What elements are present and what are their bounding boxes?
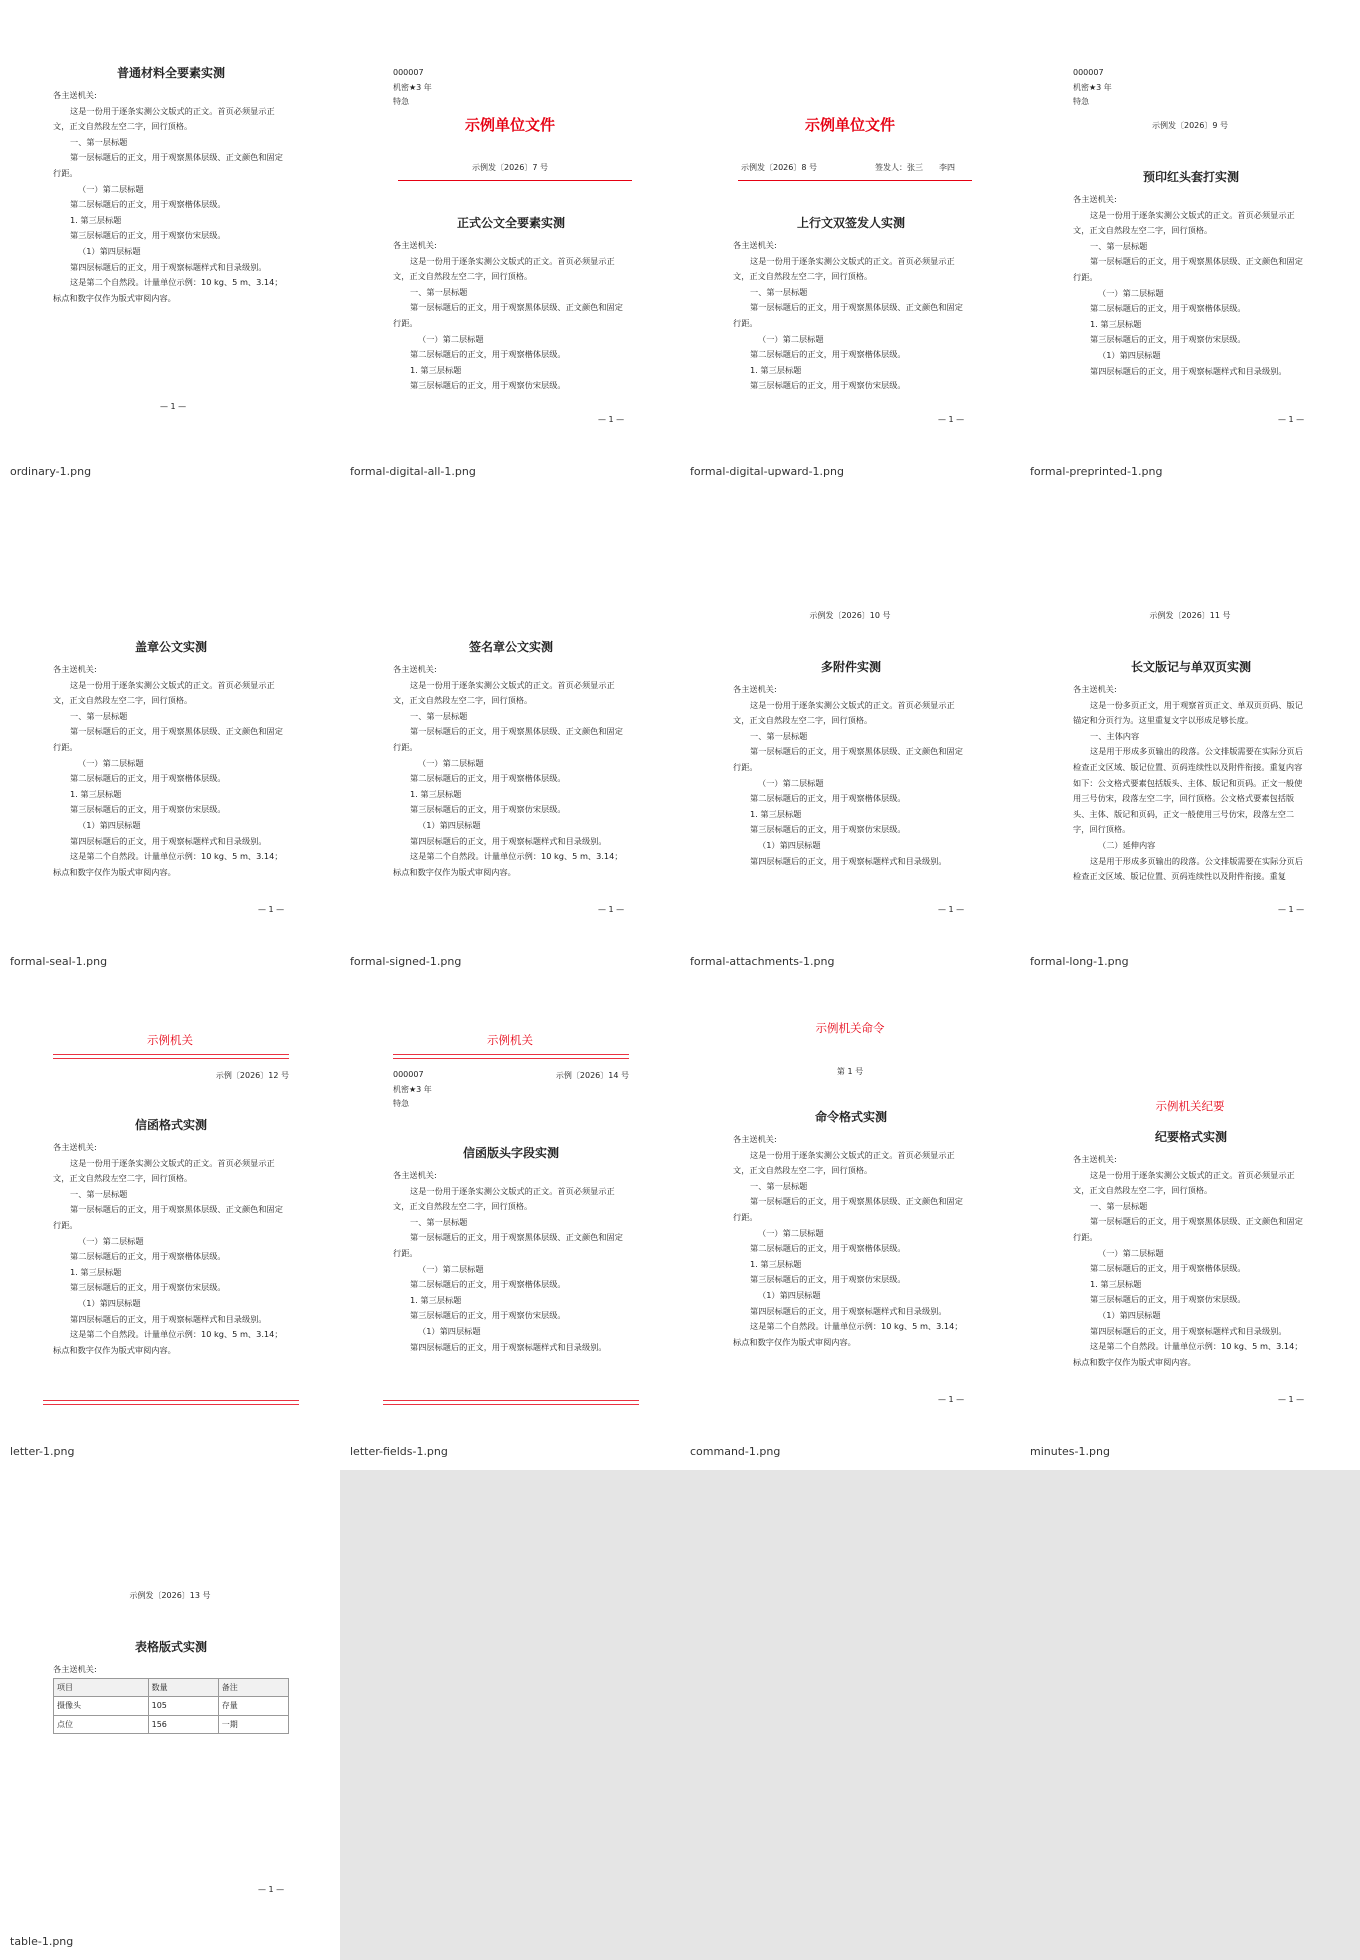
page-number: — 1 — <box>938 415 965 424</box>
intro-para: 这是一份用于逐条实测公文版式的正文。首页必须显示正文，正文自然段左空二字，回行顶格。 <box>733 255 955 282</box>
heading-3: 1. 第三层标题 <box>70 1266 122 1277</box>
heading-2-body: 第二层标题后的正文，用于观察楷体层级。 <box>750 349 906 360</box>
heading-1-body: 第一层标题后的正文，用于观察黑体层级、正文颜色和固定行距。 <box>393 302 623 328</box>
doc-number: 示例〔2026〕12 号 <box>215 1071 289 1080</box>
heading-1: 一、第一层标题 <box>410 286 468 297</box>
heading-2: （一）第二层标题 <box>78 757 144 768</box>
page-number: — 1 — <box>1278 905 1305 914</box>
recipient: 各主送机关: <box>1073 684 1117 694</box>
body <box>733 210 969 394</box>
recipient: 各主送机关: <box>53 90 97 100</box>
caption: table-1.png <box>10 1935 74 1948</box>
heading-3: 1. 第三层标题 <box>750 364 802 375</box>
heading-2-body: 第二层标题后的正文，用于观察楷体层级。 <box>70 1251 226 1262</box>
heading-3: 1. 第三层标题 <box>1090 318 1142 329</box>
heading-2: （一）第二层标题 <box>758 333 824 344</box>
preview-formal-attachments[interactable] <box>680 490 1020 980</box>
body <box>53 1112 289 1358</box>
page-formal-long <box>1020 490 1360 950</box>
heading-1-body: 第一层标题后的正文，用于观察黑体层级、正文颜色和固定行距。 <box>53 152 283 178</box>
red-separator <box>738 180 972 181</box>
heading-4: （1）第四层标题 <box>78 1297 141 1308</box>
caption: ordinary-1.png <box>10 465 92 478</box>
urgency: 特急 <box>393 97 409 106</box>
recipient: 各主送机关: <box>53 1142 97 1152</box>
heading-1: 一、第一层标题 <box>70 710 128 721</box>
page-number: — 1 — <box>258 905 285 914</box>
body <box>393 210 629 394</box>
caption: formal-seal-1.png <box>10 955 108 968</box>
recipient: 各主送机关: <box>1073 194 1117 204</box>
heading-2-body: 第二层标题后的正文，用于观察楷体层级。 <box>70 199 226 210</box>
recipient: 各主送机关: <box>393 1170 437 1180</box>
heading-2: （二）延伸内容 <box>1098 839 1156 850</box>
heading-1: 一、第一层标题 <box>1090 1200 1148 1211</box>
heading-1: 一、主体内容 <box>1090 730 1140 741</box>
body <box>393 1140 629 1355</box>
heading-4: （1）第四层标题 <box>418 819 481 830</box>
heading-1: 一、第一层标题 <box>750 286 808 297</box>
issuing-org: 示例机关纪要 <box>1155 1099 1225 1113</box>
body <box>1073 164 1309 379</box>
table-header-cell: 项目 <box>54 1678 149 1697</box>
issuing-org: 示例机关 <box>487 1033 533 1047</box>
red-double-line <box>393 1054 629 1059</box>
heading-4-body: 第四层标题后的正文，用于观察标题样式和目录级别。 <box>410 835 607 846</box>
caption: formal-preprinted-1.png <box>1030 465 1163 478</box>
preview-formal-seal[interactable] <box>0 490 340 980</box>
caption: letter-1.png <box>10 1445 75 1458</box>
caption: formal-attachments-1.png <box>690 955 835 968</box>
page-number: — 1 — <box>1278 1395 1305 1404</box>
second-para: 这是第二个自然段。计量单位示例：10 kg、5 m、3.14；标点和数字仅作为版式审阅内容。 <box>53 851 283 877</box>
heading-4: （1）第四层标题 <box>1098 1309 1161 1320</box>
heading-1-body: 第一层标题后的正文，用于观察黑体层级、正文颜色和固定行距。 <box>1073 256 1303 282</box>
doc-title: 命令格式实测 <box>814 1110 887 1124</box>
page-number: — 1 — <box>598 415 625 424</box>
second-para: 这是第二个自然段。计量单位示例：10 kg、5 m、3.14；标点和数字仅作为版式审阅内容。 <box>1073 1341 1303 1367</box>
recipient: 各主送机关: <box>53 664 97 674</box>
heading-1: 一、第一层标题 <box>70 1188 128 1199</box>
page-letter-fields <box>340 980 680 1440</box>
recipient: 各主送机关: <box>1073 1154 1117 1164</box>
heading-3-body: 第三层标题后的正文，用于观察仿宋层级。 <box>750 380 906 391</box>
intro-para: 这是一份用于逐条实测公文版式的正文。首页必须显示正文，正文自然段左空二字，回行顶格。 <box>53 105 275 132</box>
page-ordinary <box>0 0 340 460</box>
page-number: — 1 — <box>938 1395 965 1404</box>
body <box>393 634 629 880</box>
recipient: 各主送机关: <box>733 684 777 694</box>
caption: minutes-1.png <box>1030 1445 1110 1458</box>
heading-1-body: 第一层标题后的正文，用于观察黑体层级、正文颜色和固定行距。 <box>393 726 623 752</box>
header-fields <box>393 1068 432 1112</box>
doc-title: 信函版头字段实测 <box>462 1146 559 1160</box>
body <box>1073 654 1309 890</box>
table-cell: 105 <box>148 1697 218 1716</box>
data-table <box>53 1678 289 1735</box>
serial-number: 000007 <box>393 1070 424 1079</box>
heading-1-body: 第一层标题后的正文，用于观察黑体层级、正文颜色和固定行距。 <box>733 302 963 328</box>
table-cell: 点位 <box>54 1715 149 1734</box>
doc-title: 上行文双签发人实测 <box>796 216 905 230</box>
doc-title: 预印红头套打实测 <box>1142 170 1239 184</box>
secret-level: 机密★3 年 <box>1073 82 1112 92</box>
page-minutes <box>1020 980 1360 1440</box>
table-cell: 存量 <box>218 1697 288 1716</box>
body <box>733 1104 969 1350</box>
heading-1: 一、第一层标题 <box>1090 240 1148 251</box>
page-letter <box>0 980 340 1440</box>
heading-3-body: 第三层标题后的正文，用于观察仿宋层级。 <box>750 1274 906 1285</box>
heading-3: 1. 第三层标题 <box>750 808 802 819</box>
recipient: 各主送机关: <box>53 1664 97 1674</box>
preview-ordinary[interactable] <box>0 0 340 490</box>
heading-3-body: 第三层标题后的正文，用于观察仿宋层级。 <box>70 1282 226 1293</box>
heading-3: 1. 第三层标题 <box>410 788 462 799</box>
heading-4-body: 第四层标题后的正文，用于观察标题样式和目录级别。 <box>70 261 267 272</box>
heading-1-body: 第一层标题后的正文，用于观察黑体层级、正文颜色和固定行距。 <box>53 1204 283 1230</box>
body-ordinary <box>53 60 289 306</box>
heading-4-body: 第四层标题后的正文，用于观察标题样式和目录级别。 <box>410 1341 607 1352</box>
page-number: — 1 — <box>938 905 965 914</box>
heading-3-body: 第三层标题后的正文，用于观察仿宋层级。 <box>70 804 226 815</box>
heading-3-body: 第三层标题后的正文，用于观察仿宋层级。 <box>410 804 566 815</box>
doc-title: 表格版式实测 <box>134 1640 207 1654</box>
page-number: — 1 — <box>258 1885 285 1894</box>
doc-title: 正式公文全要素实测 <box>456 216 565 230</box>
doc-number: 示例发〔2026〕9 号 <box>1152 121 1228 130</box>
preview-formal-digital-upward[interactable] <box>680 0 1020 490</box>
table-cell: 摄像头 <box>54 1697 149 1716</box>
second-para: 这是第二个自然段。计量单位示例：10 kg、5 m、3.14；标点和数字仅作为版式审阅内容。 <box>393 851 623 877</box>
long-para-2: 这是用于形成多页输出的段落。公文排版需要在实际分页后检查正文区域、版记位置、页码连续性以及附件衔接。重复 <box>1073 855 1303 882</box>
heading-2: （一）第二层标题 <box>758 1227 824 1238</box>
header-fields <box>1073 66 1112 110</box>
heading-3-body: 第三层标题后的正文，用于观察仿宋层级。 <box>410 1310 566 1321</box>
doc-number: 示例发〔2026〕11 号 <box>1149 611 1231 620</box>
heading-4: （1）第四层标题 <box>758 1289 821 1300</box>
page-formal-seal <box>0 490 340 950</box>
heading-3: 1. 第三层标题 <box>750 1258 802 1269</box>
table-header-cell: 备注 <box>218 1678 288 1697</box>
heading-3-body: 第三层标题后的正文，用于观察仿宋层级。 <box>70 230 226 241</box>
preview-minutes[interactable] <box>1020 980 1360 1470</box>
heading-2: （一）第二层标题 <box>418 333 484 344</box>
heading-4-body: 第四层标题后的正文，用于观察标题样式和目录级别。 <box>750 855 947 866</box>
preview-formal-signed[interactable] <box>340 490 680 980</box>
page-formal-attachments <box>680 490 1020 950</box>
recipient: 各主送机关: <box>733 1134 777 1144</box>
heading-2: （一）第二层标题 <box>418 1263 484 1274</box>
caption: formal-signed-1.png <box>350 955 462 968</box>
heading-4-body: 第四层标题后的正文，用于观察标题样式和目录级别。 <box>70 835 267 846</box>
heading-2: （一）第二层标题 <box>78 1235 144 1246</box>
heading-3: 1. 第三层标题 <box>410 1294 462 1305</box>
issuing-org: 示例机关 <box>147 1033 193 1047</box>
recipient: 各主送机关: <box>393 240 437 250</box>
body <box>1073 1124 1309 1370</box>
red-double-line-bottom <box>43 1400 299 1405</box>
caption: formal-digital-all-1.png <box>350 465 476 478</box>
heading-1: 一、第一层标题 <box>410 1216 468 1227</box>
intro-para: 这是一份用于逐条实测公文版式的正文。首页必须显示正文，正文自然段左空二字，回行顶格。 <box>53 1157 275 1184</box>
second-para: 这是第二个自然段。计量单位示例：10 kg、5 m、3.14；标点和数字仅作为版式审阅内容。 <box>53 277 283 303</box>
body <box>733 654 969 869</box>
heading-1-body: 第一层标题后的正文，用于观察黑体层级、正文颜色和固定行距。 <box>1073 1216 1303 1242</box>
heading-4: （1）第四层标题 <box>418 1325 481 1336</box>
table-cell: 一期 <box>218 1715 288 1734</box>
heading-2-body: 第二层标题后的正文，用于观察楷体层级。 <box>410 1279 566 1290</box>
doc-title: 长文版记与单双页实测 <box>1130 660 1251 674</box>
doc-title: 签名章公文实测 <box>468 640 553 654</box>
heading-2-body: 第二层标题后的正文，用于观察楷体层级。 <box>750 793 906 804</box>
doc-title: 盖章公文实测 <box>134 640 207 654</box>
heading-2-body: 第二层标题后的正文，用于观察楷体层级。 <box>410 349 566 360</box>
heading-2-body: 第二层标题后的正文，用于观察楷体层级。 <box>1090 303 1246 314</box>
heading-2-body: 第二层标题后的正文，用于观察楷体层级。 <box>1090 1263 1246 1274</box>
heading-2-body: 第二层标题后的正文，用于观察楷体层级。 <box>410 773 566 784</box>
heading-2: （一）第二层标题 <box>418 757 484 768</box>
heading-2-body: 第二层标题后的正文，用于观察楷体层级。 <box>750 1243 906 1254</box>
doc-number: 示例发〔2026〕10 号 <box>809 611 891 620</box>
body <box>53 1634 289 1734</box>
table-row <box>54 1697 289 1716</box>
table-header-cell: 数量 <box>148 1678 218 1697</box>
heading-3: 1. 第三层标题 <box>410 364 462 375</box>
doc-title: 普通材料全要素实测 <box>116 66 225 80</box>
heading-1-body: 第一层标题后的正文，用于观察黑体层级、正文颜色和固定行距。 <box>733 1196 963 1222</box>
intro-para: 这是一份用于逐条实测公文版式的正文。首页必须显示正文，正文自然段左空二字，回行顶格。 <box>393 255 615 282</box>
issuing-org: 示例单位文件 <box>464 116 555 134</box>
page-number: — 1 — <box>598 905 625 914</box>
intro-para: 这是一份多页正文，用于观察首页正文、单双页页码、版记锚定和分页行为。这里重复文字以形成足够长度。 <box>1073 699 1303 726</box>
doc-number: 示例发〔2026〕7 号 <box>472 163 548 172</box>
intro-para: 这是一份用于逐条实测公文版式的正文。首页必须显示正文，正文自然段左空二字，回行顶格。 <box>1073 1169 1295 1196</box>
heading-1: 一、第一层标题 <box>410 710 468 721</box>
heading-4-body: 第四层标题后的正文，用于观察标题样式和目录级别。 <box>750 1305 947 1316</box>
intro-para: 这是一份用于逐条实测公文版式的正文。首页必须显示正文，正文自然段左空二字，回行顶格。 <box>393 679 615 706</box>
page-formal-digital-all <box>340 0 680 460</box>
recipient: 各主送机关: <box>733 240 777 250</box>
caption: formal-long-1.png <box>1030 955 1129 968</box>
heading-2: （一）第二层标题 <box>758 777 824 788</box>
doc-number: 示例〔2026〕14 号 <box>555 1071 629 1080</box>
issuing-org: 示例单位文件 <box>804 116 895 134</box>
page-formal-preprinted <box>1020 0 1360 460</box>
page-formal-digital-upward <box>680 0 1020 460</box>
caption: formal-digital-upward-1.png <box>690 465 844 478</box>
heading-3-body: 第三层标题后的正文，用于观察仿宋层级。 <box>1090 334 1246 345</box>
second-para: 这是第二个自然段。计量单位示例：10 kg、5 m、3.14；标点和数字仅作为版式审阅内容。 <box>733 1321 963 1347</box>
red-double-line-bottom <box>383 1400 639 1405</box>
heading-4-body: 第四层标题后的正文，用于观察标题样式和目录级别。 <box>1090 1325 1287 1336</box>
header-fields <box>393 66 432 110</box>
intro-para: 这是一份用于逐条实测公文版式的正文。首页必须显示正文，正文自然段左空二字，回行顶格。 <box>53 679 275 706</box>
secret-level: 机密★3 年 <box>393 1084 432 1094</box>
body <box>53 634 289 880</box>
heading-4: （1）第四层标题 <box>78 245 141 256</box>
page-formal-signed <box>340 490 680 950</box>
doc-number: 示例发〔2026〕8 号 <box>741 163 817 172</box>
long-para-1: 这是用于形成多页输出的段落。公文排版需要在实际分页后检查正文区域、版记位置、页码连续性以及附件衔接。重复内容如下：公文格式要素包括版头、主体、版记和页码。正文一般使用三号仿宋，段落左空二字，回行顶格。公文格式要素包括版头、主体、版记和页码，正文一般使用三号仿宋，段落左空二字，回行顶格。 <box>1073 746 1303 835</box>
red-separator <box>398 180 632 181</box>
heading-3: 1. 第三层标题 <box>1090 1278 1142 1289</box>
page-number: — 1 — <box>1278 415 1305 424</box>
heading-2: （一）第二层标题 <box>1098 1247 1164 1258</box>
caption: command-1.png <box>690 1445 781 1458</box>
heading-1: 一、第一层标题 <box>70 136 128 147</box>
serial-number: 000007 <box>393 68 424 77</box>
intro-para: 这是一份用于逐条实测公文版式的正文。首页必须显示正文，正文自然段左空二字，回行顶格。 <box>733 699 955 726</box>
preview-letter[interactable] <box>0 980 340 1470</box>
preview-command[interactable] <box>680 980 1020 1470</box>
intro-para: 这是一份用于逐条实测公文版式的正文。首页必须显示正文，正文自然段左空二字，回行顶格。 <box>1073 209 1295 236</box>
heading-3-body: 第三层标题后的正文，用于观察仿宋层级。 <box>1090 1294 1246 1305</box>
heading-1: 一、第一层标题 <box>750 730 808 741</box>
doc-title: 多附件实测 <box>820 660 881 674</box>
heading-4: （1）第四层标题 <box>758 839 821 850</box>
doc-number: 示例发〔2026〕13 号 <box>129 1591 211 1600</box>
serial-number: 000007 <box>1073 68 1104 77</box>
heading-3: 1. 第三层标题 <box>70 214 122 225</box>
table-cell: 156 <box>148 1715 218 1734</box>
issuing-org: 示例机关命令 <box>815 1021 885 1035</box>
preview-formal-long[interactable] <box>1020 490 1360 980</box>
page-number: — 1 — <box>160 402 187 411</box>
caption: letter-fields-1.png <box>350 1445 448 1458</box>
page-table <box>0 1470 340 1930</box>
preview-formal-digital-all[interactable] <box>340 0 680 490</box>
heading-4-body: 第四层标题后的正文，用于观察标题样式和目录级别。 <box>70 1313 267 1324</box>
doc-title: 信函格式实测 <box>134 1118 207 1132</box>
second-para: 这是第二个自然段。计量单位示例：10 kg、5 m、3.14；标点和数字仅作为版式审阅内容。 <box>53 1329 283 1355</box>
heading-4: （1）第四层标题 <box>1098 349 1161 360</box>
intro-para: 这是一份用于逐条实测公文版式的正文。首页必须显示正文，正文自然段左空二字，回行顶格。 <box>733 1149 955 1176</box>
signer: 签发人：张三 李四 <box>875 163 955 172</box>
preview-formal-preprinted[interactable] <box>1020 0 1360 490</box>
heading-3-body: 第三层标题后的正文，用于观察仿宋层级。 <box>750 824 906 835</box>
secret-level: 机密★3 年 <box>393 82 432 92</box>
table-row <box>54 1715 289 1734</box>
empty-area <box>340 1470 1360 1960</box>
heading-1-body: 第一层标题后的正文，用于观察黑体层级、正文颜色和固定行距。 <box>53 726 283 752</box>
urgency: 特急 <box>1073 97 1089 106</box>
heading-2: （一）第二层标题 <box>78 183 144 194</box>
urgency: 特急 <box>393 1099 409 1108</box>
page-command <box>680 980 1020 1440</box>
heading-1-body: 第一层标题后的正文，用于观察黑体层级、正文颜色和固定行距。 <box>393 1232 623 1258</box>
heading-2: （一）第二层标题 <box>1098 287 1164 298</box>
recipient: 各主送机关: <box>393 664 437 674</box>
table-header-row <box>54 1678 289 1697</box>
heading-3: 1. 第三层标题 <box>70 788 122 799</box>
preview-letter-fields[interactable] <box>340 980 680 1470</box>
heading-4-body: 第四层标题后的正文，用于观察标题样式和目录级别。 <box>1090 365 1287 376</box>
doc-title: 纪要格式实测 <box>1154 1130 1227 1144</box>
heading-2-body: 第二层标题后的正文，用于观察楷体层级。 <box>70 773 226 784</box>
red-double-line <box>53 1054 289 1059</box>
heading-3-body: 第三层标题后的正文，用于观察仿宋层级。 <box>410 380 566 391</box>
preview-table[interactable] <box>0 1470 340 1960</box>
command-number: 第 1 号 <box>836 1067 864 1076</box>
heading-4: （1）第四层标题 <box>78 819 141 830</box>
heading-1-body: 第一层标题后的正文，用于观察黑体层级、正文颜色和固定行距。 <box>733 746 963 772</box>
intro-para: 这是一份用于逐条实测公文版式的正文。首页必须显示正文，正文自然段左空二字，回行顶格。 <box>393 1185 615 1212</box>
heading-1: 一、第一层标题 <box>750 1180 808 1191</box>
